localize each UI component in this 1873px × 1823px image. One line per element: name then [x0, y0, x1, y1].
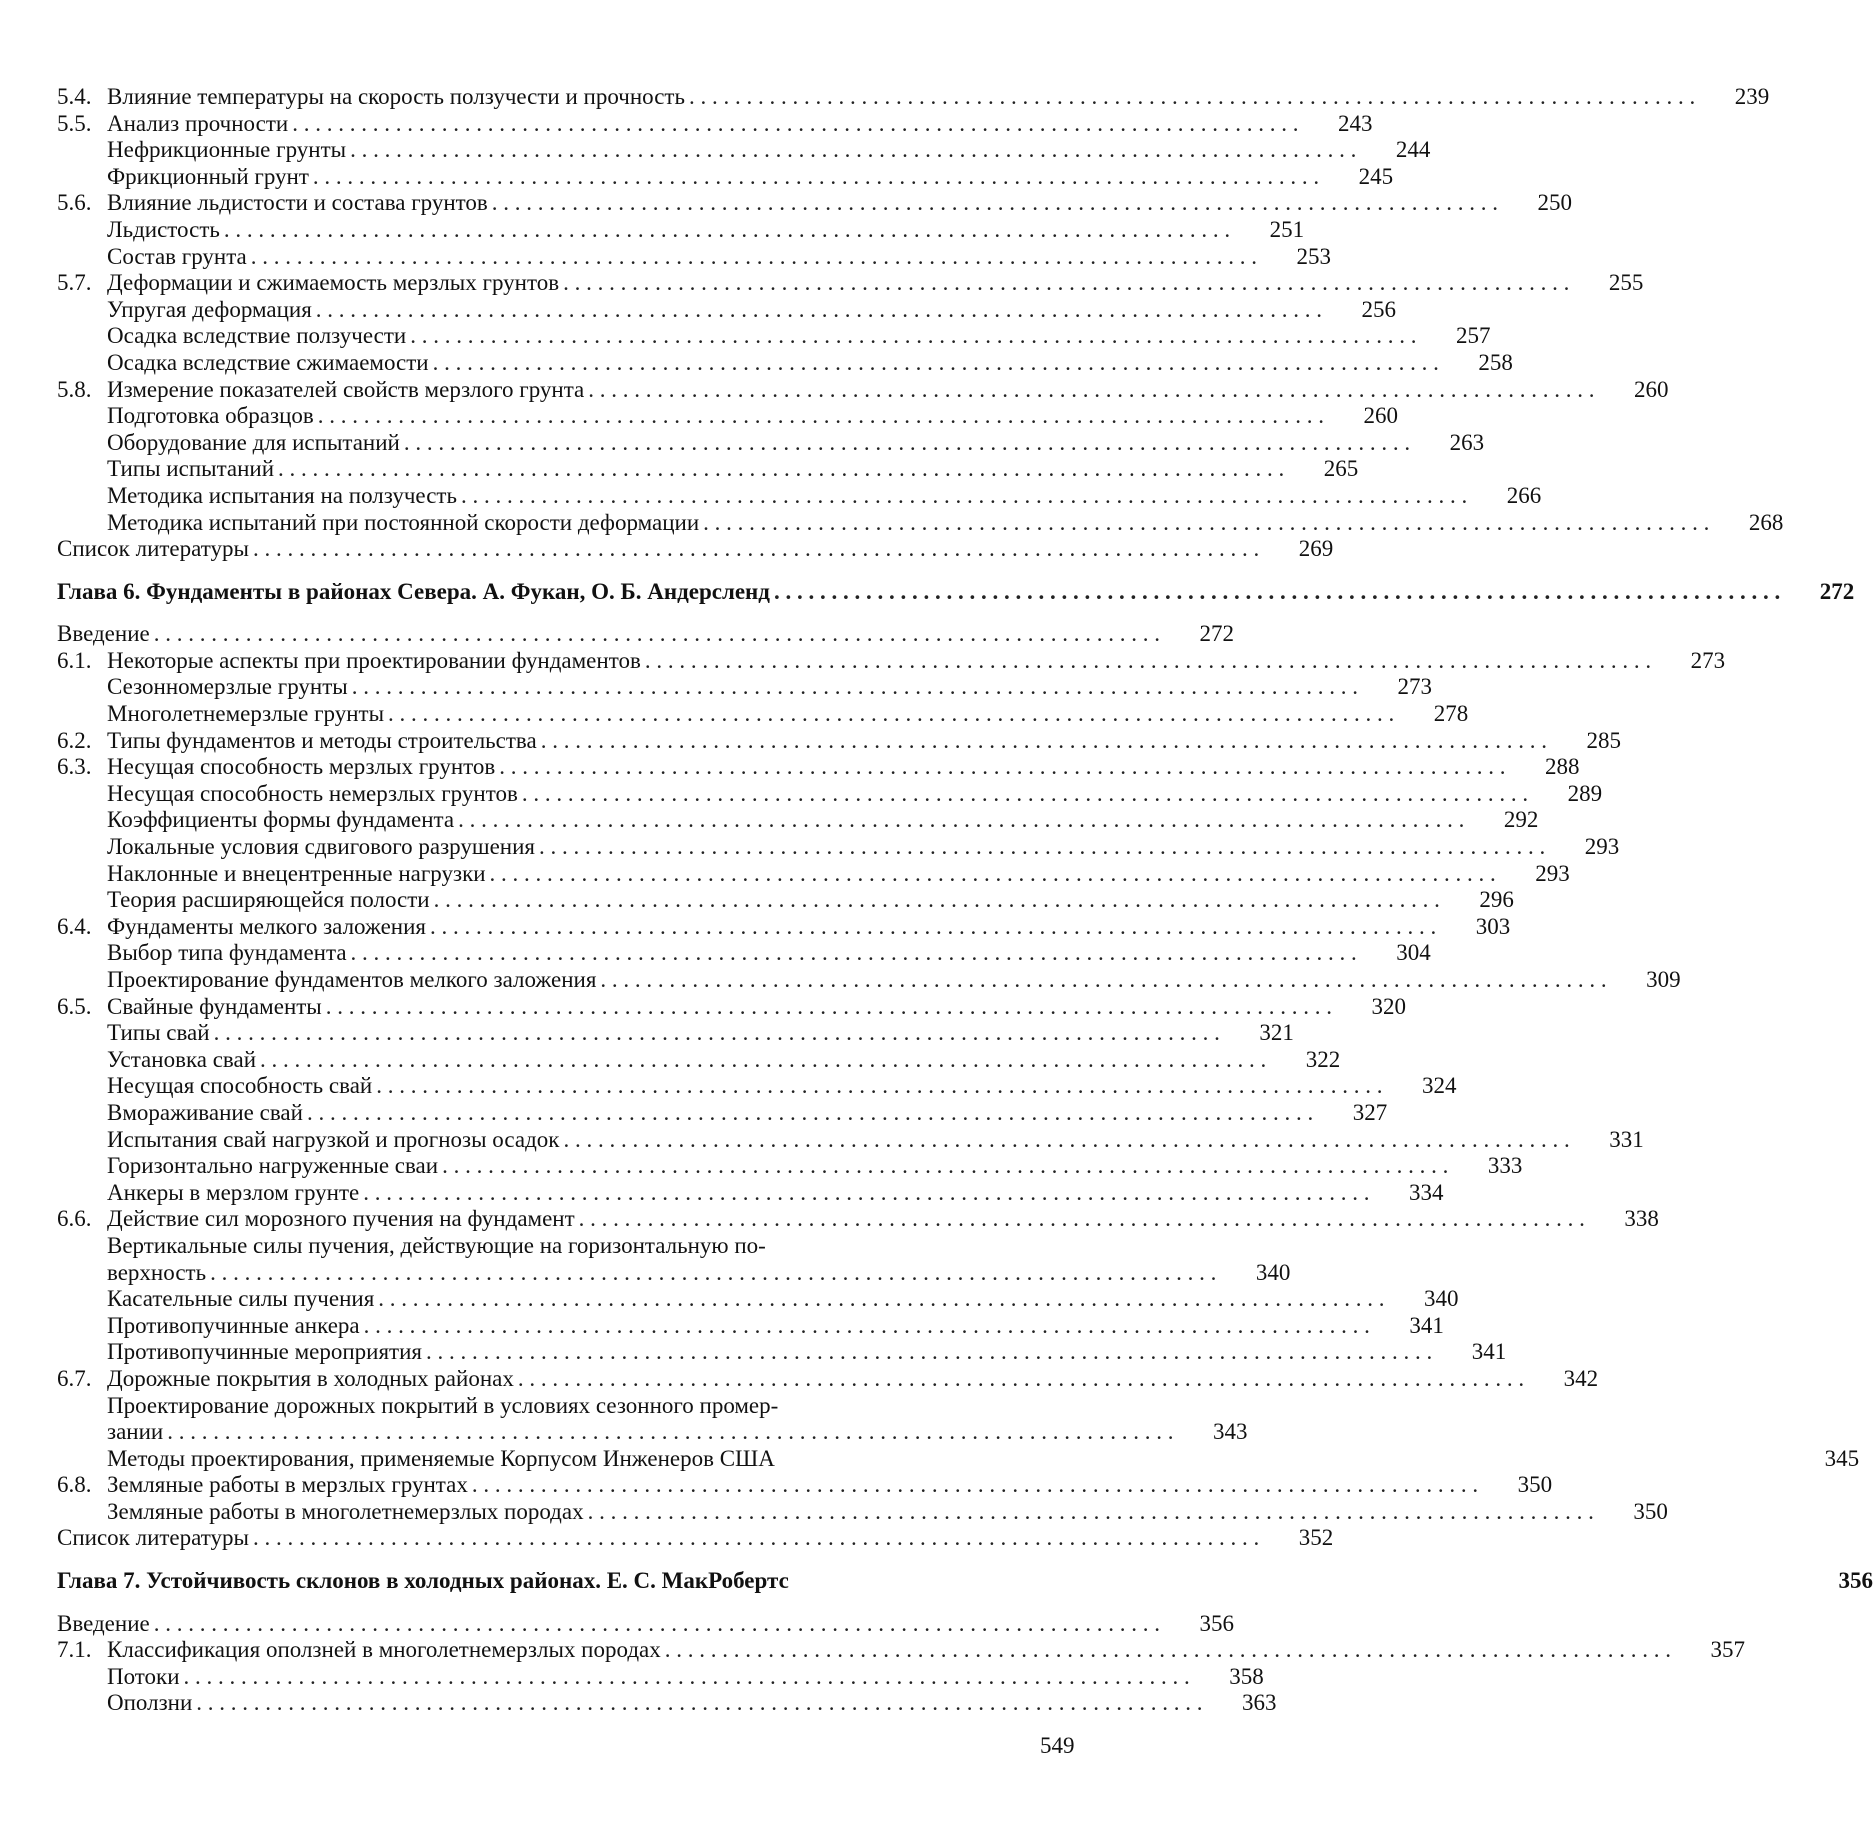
toc-entry: [57, 967, 1681, 994]
toc-entry: [57, 834, 1620, 861]
toc-entry: [57, 647, 1726, 675]
toc-entry: [57, 1206, 1659, 1233]
page-number: 244: [1395, 137, 1431, 163]
toc-entry-title: Типы фундаментов и методы строительства: [107, 727, 537, 753]
dot-leader: [210, 1260, 1216, 1287]
page-number: 288: [1545, 754, 1580, 780]
page-number: 303: [1475, 913, 1511, 939]
toc-entry: [57, 376, 1669, 404]
toc-entry: [57, 1637, 1745, 1664]
dot-leader: [251, 244, 1257, 271]
dot-leader: [433, 350, 1439, 377]
page-number: 345: [1824, 1445, 1860, 1471]
page-number: 358: [1229, 1663, 1264, 1689]
toc-entry: [57, 456, 1359, 483]
page-number: 356: [1838, 1568, 1873, 1594]
toc-entry-title: Введение: [57, 621, 150, 647]
page-number: 352: [1298, 1525, 1334, 1551]
toc-entry-title: Типы испытаний: [107, 456, 275, 482]
toc-entry: [57, 429, 1485, 457]
toc-entry: [57, 1286, 1459, 1313]
toc-entry: [57, 1259, 1291, 1287]
page-number: 341: [1409, 1312, 1444, 1338]
toc-entry: [57, 1179, 1444, 1207]
dot-leader: [167, 1419, 1173, 1446]
toc-entry-title: Проектирование фундаментов мелкого заложения: [107, 967, 597, 992]
toc-entry-title: Введение: [57, 1610, 150, 1636]
toc-entry: [57, 1073, 1457, 1100]
dot-leader: [492, 190, 1498, 217]
dot-leader: [472, 1472, 1478, 1499]
dot-leader: [689, 84, 1695, 111]
page-number: 333: [1487, 1153, 1523, 1179]
toc-entry-title: Осадка вследствие ползучести: [107, 323, 407, 349]
toc-entry: [57, 190, 1573, 217]
dot-leader: [313, 164, 1319, 191]
toc-section-chapter6-end: [57, 1445, 1860, 1552]
toc-entry-title: Действие сил морозного пучения на фундамент: [107, 1206, 575, 1232]
toc-entry: [57, 323, 1491, 350]
page-number: 331: [1609, 1126, 1644, 1152]
toc-entry: [57, 137, 1431, 164]
toc-entry-title: Противопучинные мероприятия: [107, 1339, 422, 1365]
toc-entry: [57, 1610, 1234, 1638]
toc-entry: [57, 1365, 1599, 1393]
toc-entry: [57, 701, 1469, 728]
toc-entry-title: Методика испытания на ползучесть: [107, 482, 457, 508]
toc-entry: [57, 349, 1513, 377]
toc-entry-title: Состав грунта: [107, 243, 247, 269]
toc-entry-title: Типы свай: [107, 1020, 210, 1046]
toc-entry: [57, 993, 1407, 1021]
toc-entry-title: Упругая деформация: [107, 296, 312, 322]
dot-leader: [154, 1611, 1160, 1638]
page-number: 320: [1371, 993, 1407, 1019]
page-number: 356: [1199, 1610, 1234, 1636]
page-number: 334: [1408, 1179, 1444, 1205]
toc-entry-title: Наклонные и внецентренные нагрузки: [107, 860, 486, 886]
dot-leader: [224, 217, 1230, 244]
section-number: 5.5.: [57, 110, 92, 136]
page-number: 292: [1503, 807, 1539, 833]
dot-leader: [350, 137, 1356, 164]
dot-leader: [774, 579, 1780, 606]
page-number: 239: [1734, 84, 1770, 109]
table-of-contents: [57, 84, 1873, 1717]
page-number: 273: [1397, 674, 1432, 700]
toc-entry: [57, 1419, 1248, 1446]
toc-entry-title: Теория расширяющейся полости: [107, 887, 430, 913]
dot-leader: [363, 1180, 1369, 1207]
toc-entry: [57, 536, 1334, 563]
toc-entry-title: Потоки: [107, 1663, 180, 1689]
section-number: 6.4.: [57, 913, 92, 939]
page-number: 250: [1537, 190, 1573, 216]
page-number: 273: [1690, 647, 1726, 673]
section-number: 6.7.: [57, 1365, 92, 1391]
section-number: 6.3.: [57, 754, 92, 780]
dot-leader: [430, 914, 1436, 941]
page-number: 363: [1242, 1690, 1277, 1716]
dot-leader: [184, 1664, 1190, 1691]
chapter-title: Глава 6. Фундаменты в районах Севера. А. Фукан, О. Б. Андерсленд: [57, 578, 770, 604]
dot-leader: [588, 377, 1594, 404]
toc-entry-wrapped-line: [57, 1393, 1100, 1420]
dot-leader: [461, 483, 1467, 510]
toc-entry-title: Земляные работы в мерзлых грунтах: [107, 1472, 468, 1498]
dot-leader: [588, 1499, 1594, 1526]
page-number: 296: [1479, 887, 1514, 913]
toc-entry-title: Несущая способность немерзлых грунтов: [107, 780, 518, 806]
toc-entry-title: Проектирование дорожных покрытий в условиях сезонного промер-: [107, 1392, 779, 1418]
toc-section-chapter6-cont: [57, 1286, 1599, 1392]
page-number: 340: [1255, 1259, 1291, 1285]
section-number: 5.6.: [57, 190, 92, 216]
page-number: 342: [1563, 1365, 1599, 1391]
dot-leader: [307, 1100, 1313, 1127]
section-number: 5.8.: [57, 376, 92, 402]
page-number: 340: [1424, 1286, 1459, 1312]
page-number: 245: [1358, 163, 1394, 189]
page-number: 309: [1646, 967, 1681, 992]
toc-section-chapter5: [57, 84, 1784, 563]
toc-entry-title: Некоторые аспекты при проектировании фундаментов: [107, 647, 641, 673]
dot-leader: [563, 270, 1569, 297]
page-number: 293: [1584, 834, 1620, 860]
toc-entry: [57, 887, 1514, 914]
toc-entry-title: Вертикальные силы пучения, действующие на горизонтальную по-: [107, 1232, 766, 1258]
dot-leader: [563, 1127, 1569, 1154]
dot-leader: [442, 1153, 1448, 1180]
dot-leader: [376, 1073, 1382, 1100]
chapter-heading: [57, 1568, 1873, 1595]
dot-leader: [665, 1637, 1671, 1664]
page-number: 272: [1819, 578, 1855, 604]
toc-entry-title: Горизонтально нагруженные сваи: [107, 1153, 439, 1179]
toc-entry: [57, 1020, 1294, 1047]
section-number: 6.8.: [57, 1472, 92, 1498]
toc-entry-title: Несущая способность мерзлых грунтов: [107, 754, 496, 780]
toc-entry-title: Многолетнемерзлые грунты: [107, 701, 385, 727]
dot-leader: [326, 994, 1332, 1021]
toc-entry-title: Деформации и сжимаемость мерзлых грунтов: [107, 270, 560, 296]
toc-entry: [57, 807, 1539, 834]
toc-entry: [57, 1498, 1668, 1526]
toc-entry-title: Коэффициенты формы фундамента: [107, 807, 455, 833]
toc-entry-title: верхность: [107, 1259, 207, 1285]
toc-entry-title: Несущая способность свай: [107, 1073, 373, 1099]
dot-leader: [364, 1313, 1370, 1340]
toc-entry-title: Дорожные покрытия в холодных районах: [107, 1365, 514, 1391]
toc-entry: [57, 1690, 1277, 1717]
toc-entry: [57, 110, 1373, 138]
toc-entry-title: Оползни: [107, 1690, 193, 1716]
page-number: 327: [1352, 1099, 1388, 1125]
dot-leader: [292, 111, 1298, 138]
dot-leader: [518, 1366, 1524, 1393]
toc-entry-title: Свайные фундаменты: [107, 993, 322, 1019]
dot-leader: [318, 403, 1324, 430]
dot-leader: [352, 674, 1358, 701]
toc-entry: [57, 1046, 1341, 1074]
dot-leader: [253, 536, 1259, 563]
toc-entry: [57, 1339, 1507, 1366]
page-number: 350: [1517, 1472, 1553, 1498]
section-number: 6.6.: [57, 1206, 92, 1232]
toc-entry: [57, 216, 1305, 244]
dot-leader: [388, 701, 1394, 728]
dot-leader: [196, 1690, 1202, 1717]
dot-leader: [278, 456, 1284, 483]
page-number: 350: [1633, 1498, 1668, 1524]
toc-entry: [57, 482, 1542, 510]
page-number: 253: [1296, 243, 1332, 269]
toc-section-chapter6: [57, 621, 1726, 1233]
page-number: 321: [1259, 1020, 1294, 1046]
page-number: 269: [1298, 536, 1334, 562]
section-number: 6.5.: [57, 993, 92, 1019]
toc-entry-wrapped-line: [57, 1233, 1100, 1260]
dot-leader: [579, 1206, 1585, 1233]
page-number: 260: [1634, 376, 1669, 402]
toc-entry: [57, 727, 1621, 755]
page-number: 278: [1433, 701, 1469, 727]
toc-entry-title: Испытания свай нагрузкой и прогнозы осадок: [107, 1126, 560, 1152]
toc-entry: [57, 1472, 1553, 1499]
toc-entry: [57, 1099, 1388, 1127]
dot-leader: [351, 940, 1357, 967]
toc-entry: [57, 780, 1603, 808]
toc-entry-title: Нефрикционные грунты: [107, 137, 347, 163]
dot-leader: [154, 621, 1160, 648]
page-number: 289: [1567, 780, 1603, 806]
toc-entry-title: Методика испытаний при постоянной скорости деформации: [107, 509, 700, 535]
page-number: 251: [1269, 216, 1305, 242]
toc-entry-title: Выбор типа фундамента: [107, 940, 347, 966]
toc-entry: [57, 403, 1399, 430]
toc-entry-title: Классификация оползней в многолетнемерзлых породах: [107, 1637, 661, 1663]
dot-leader: [316, 297, 1322, 324]
section-number: 5.4.: [57, 84, 92, 109]
page-folio: 549: [1040, 1733, 1075, 1758]
section-number: 7.1.: [57, 1637, 92, 1663]
toc-entry-title: зании: [107, 1419, 164, 1445]
toc-entry-title: Влияние льдистости и состава грунтов: [107, 190, 488, 216]
toc-entry: [57, 243, 1332, 271]
toc-entry: [57, 674, 1432, 701]
toc-entry-title: Анкеры в мерзлом грунте: [107, 1179, 360, 1205]
toc-entry: [57, 1663, 1264, 1691]
dot-leader: [253, 1525, 1259, 1552]
toc-entry: [57, 509, 1784, 537]
toc-entry-title: Влияние температуры на скорость ползучести и прочность: [107, 84, 685, 109]
page-number: 265: [1323, 456, 1359, 482]
page-number: 268: [1748, 509, 1784, 535]
page-number: 243: [1337, 110, 1373, 136]
dot-leader: [539, 834, 1545, 861]
page-number: 260: [1363, 403, 1399, 429]
toc-entry: [57, 940, 1431, 967]
toc-entry-title: Противопучинные анкера: [107, 1312, 360, 1338]
page-number: 338: [1624, 1206, 1659, 1232]
dot-leader: [378, 1286, 1384, 1313]
dot-leader: [522, 781, 1528, 808]
dot-leader: [541, 728, 1547, 755]
chapter-heading: [57, 578, 1855, 606]
toc-entry: [57, 296, 1397, 324]
toc-entry-title: Подготовка образцов: [107, 403, 314, 429]
dot-leader: [499, 754, 1505, 781]
toc-entry: [57, 1153, 1523, 1180]
toc-entry-title: Методы проектирования, применяемые Корпусом Инженеров США: [107, 1445, 775, 1471]
toc-entry-title: Вмораживание свай: [107, 1099, 303, 1125]
dot-leader: [404, 430, 1410, 457]
page-number: 343: [1212, 1419, 1248, 1445]
toc-entry: [57, 621, 1234, 648]
toc-entry-title: Сезонномерзлые грунты: [107, 674, 348, 700]
toc-entry-title: Оборудование для испытаний: [107, 429, 400, 455]
page-number: 263: [1449, 429, 1485, 455]
toc-entry-title: Измерение показателей свойств мерзлого грунта: [107, 376, 585, 402]
toc-entry: [57, 754, 1580, 781]
dot-leader: [410, 323, 1416, 350]
dot-leader: [434, 887, 1440, 914]
page-number: 293: [1535, 860, 1570, 886]
page-number: 285: [1586, 727, 1621, 753]
toc-entry: [57, 1126, 1644, 1154]
toc-section-chapter7: [57, 1610, 1745, 1717]
dot-leader: [600, 967, 1606, 994]
section-number: 6.1.: [57, 647, 92, 673]
toc-entry-title: Установка свай: [107, 1046, 257, 1072]
page-number: 256: [1361, 296, 1397, 322]
page-number: 266: [1506, 482, 1542, 508]
section-number: 5.7.: [57, 270, 92, 296]
page-number: 322: [1305, 1046, 1341, 1072]
dot-leader: [426, 1339, 1432, 1366]
toc-entry-title: Фундаменты мелкого заложения: [107, 913, 426, 939]
toc-entry: [57, 270, 1644, 297]
toc-entry-title: Льдистость: [107, 216, 220, 242]
toc-entry-title: Касательные силы пучения: [107, 1286, 375, 1312]
dot-leader: [260, 1047, 1266, 1074]
toc-entry-title: Анализ прочности: [107, 110, 289, 136]
dot-leader: [645, 648, 1651, 675]
page-number: 357: [1710, 1637, 1745, 1663]
page-number: 304: [1396, 940, 1431, 966]
toc-entry: [57, 913, 1511, 941]
toc-entry-title: Земляные работы в многолетнемерзлых породах: [107, 1498, 584, 1524]
page-number: 341: [1471, 1339, 1507, 1365]
page-number: 272: [1199, 621, 1234, 647]
page-number: 257: [1455, 323, 1491, 349]
toc-entry-title: Фрикционный грунт: [107, 163, 309, 189]
dot-leader: [458, 807, 1464, 834]
toc-entry-title: Осадка вследствие сжимаемости: [107, 349, 429, 375]
dot-leader: [214, 1020, 1220, 1047]
toc-entry: [57, 163, 1394, 191]
page-number: 255: [1608, 270, 1644, 296]
chapter-title: Глава 7. Устойчивость склонов в холодных районах. Е. С. МакРобертс: [57, 1568, 789, 1594]
toc-entry: [57, 1445, 1860, 1473]
page-number: 258: [1478, 349, 1513, 375]
section-number: 6.2.: [57, 727, 92, 753]
toc-entry: [57, 860, 1570, 888]
toc-entry-title: Локальные условия сдвигового разрушения: [107, 834, 535, 860]
toc-entry-title: Список литературы: [57, 536, 249, 562]
toc-entry: [57, 1525, 1334, 1552]
page-number: 324: [1421, 1073, 1457, 1099]
toc-entry: [57, 1312, 1444, 1340]
toc-entry: [57, 84, 1770, 111]
dot-leader: [703, 510, 1709, 537]
dot-leader: [490, 861, 1496, 888]
toc-entry-title: Список литературы: [57, 1525, 249, 1551]
